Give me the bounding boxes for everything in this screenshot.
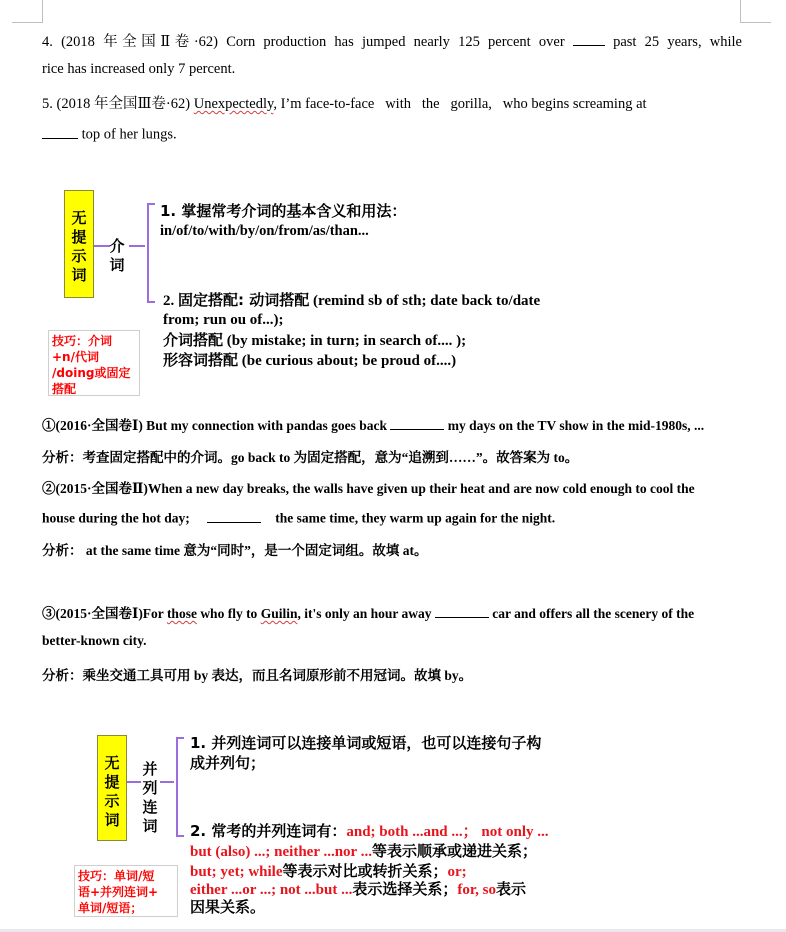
spellcheck-flagged-word: those: [166, 606, 197, 621]
answer-blank: [207, 508, 261, 523]
point-1-line-2: [190, 753, 265, 774]
question-text: ①(2016·全国卷Ⅰ) But my connection with pandas goes back: [42, 418, 387, 433]
question-text: car and offers all the scenery of the: [492, 606, 695, 621]
label-cn: 介词搭配: [163, 331, 224, 349]
node-char: 列: [142, 779, 158, 797]
question-5-line-2: [42, 123, 742, 144]
answer-blank: [435, 604, 489, 619]
question-text: , it's only an hour away: [297, 606, 432, 621]
text: 成并列句；: [190, 754, 266, 772]
root-char: 词: [71, 266, 87, 284]
red-text: or;: [447, 864, 467, 880]
root-box-no-hint-word: [64, 190, 94, 298]
root-char: 示: [71, 247, 87, 265]
question-text: house during the hot day;: [42, 510, 190, 526]
example-2-line-2: [42, 508, 742, 527]
tip-line: /doing或固定: [52, 366, 131, 380]
connector-line: [129, 245, 145, 247]
node-char: 词: [109, 256, 125, 274]
root-box-no-hint-word: [97, 735, 127, 841]
node-char: 连: [142, 798, 158, 816]
branch-bracket: [147, 203, 155, 303]
tip-line: 技巧：单词/短: [78, 869, 155, 883]
root-char: 提: [71, 228, 87, 246]
node-char: 词: [142, 817, 158, 835]
tip-line: 搭配: [52, 382, 77, 396]
page-corner-mark-left: [12, 0, 43, 23]
question-text: 5. (2018 年全国Ⅲ卷·62): [42, 96, 194, 112]
root-char: 示: [104, 792, 120, 810]
point-2-line-3: [163, 330, 466, 351]
answer-blank: [573, 31, 605, 47]
text: 表示选择关系；: [352, 880, 458, 898]
answer-blank: [390, 416, 444, 431]
node-char: 介: [109, 237, 125, 255]
example-2-line-1: ②(2015·全国卷Ⅱ)When a new day breaks, the walls have given up their heat and are now cold enough to cool the: [42, 481, 695, 496]
root-char: 提: [104, 773, 120, 791]
example-3-line-1: [42, 602, 742, 622]
example-1-question: [42, 414, 742, 434]
tip-line: 语+并列连词+: [78, 885, 159, 899]
point-2-line-2: [190, 841, 537, 862]
question-text: , I’m face-to-face with the gorilla, who begins screaming at: [273, 96, 647, 112]
point-2-line-5: [190, 897, 265, 918]
root-char: 无: [71, 209, 87, 227]
answer-blank: [42, 123, 78, 139]
point-1-line-1: [190, 733, 541, 754]
text: 等表示顺承或递进关系；: [371, 842, 537, 860]
heading-text: 1. 掌握常考介词的基本含义和用法：: [160, 202, 407, 220]
question-text: ③(2015·全国卷Ⅰ)For: [42, 606, 167, 621]
example-3-line-2: better-known city.: [42, 633, 147, 648]
red-text: but (also) ...; neither ...nor ...: [190, 844, 372, 860]
red-text: and; both ...and ...； not only ...: [346, 824, 549, 840]
point-2-line-1: [163, 290, 540, 311]
question-text: 4. (2018 年全国Ⅱ卷·62) Corn production has jumped nearly 125 percent over: [42, 34, 565, 50]
question-4-line-1: [42, 30, 742, 51]
root-char: 无: [104, 754, 120, 772]
branch-bracket: [176, 737, 184, 837]
point-2-line-1: [190, 821, 549, 842]
tip-box: [48, 330, 140, 396]
text: 2. 常考的并列连词有：: [190, 822, 347, 840]
question-text: past 25 years, while: [613, 34, 742, 50]
text: 因果关系。: [190, 898, 266, 916]
connector-line: [127, 781, 141, 783]
spellcheck-flagged-word: Unexpectedly: [193, 96, 274, 112]
text: 等表示对比或转折关系；: [282, 862, 448, 880]
question-5-line-1: [42, 92, 742, 113]
label-en: (by mistake; in turn; in search of.... );: [223, 333, 467, 349]
node-coordinating-conjunction: [140, 760, 160, 836]
text: 1. 并列连词可以连接单词或短语，也可以连接句子构: [190, 734, 542, 752]
root-char: 词: [104, 811, 120, 829]
point-2-line-2: from; run ou of...);: [163, 312, 284, 328]
spellcheck-flagged-word: Guilin: [260, 606, 298, 621]
question-text: top of her lungs.: [81, 126, 177, 143]
example-3-analysis: 分析：乘坐交通工具可用 by 表达，而且名词原形前不用冠词。故填 by。: [42, 668, 473, 683]
question-text: the same time, they warm up again for the night.: [275, 510, 556, 526]
connector-line: [160, 781, 174, 783]
point-2-line-4: [163, 350, 456, 371]
node-preposition: [108, 237, 126, 275]
heading-en: (remind sb of sth; date back to/date: [309, 293, 541, 309]
red-text: for, so: [457, 882, 496, 898]
example-2-analysis: 分析： at the same time 意为“同时”，是一个固定词组。故填 at。: [42, 543, 428, 558]
red-text: but; yet; while: [190, 864, 283, 880]
text: 表示: [496, 880, 527, 898]
example-1-analysis: 分析：考查固定搭配中的介词。go back to 为固定搭配，意为“追溯到……”。故答案为 to。: [42, 450, 579, 465]
question-text: who fly to: [196, 606, 261, 621]
question-text: my days on the TV show in the mid-1980s, ...: [447, 418, 705, 433]
label-en: (be curious about; be proud of....): [238, 353, 457, 369]
label-cn: 形容词搭配: [163, 351, 239, 369]
tip-box: [74, 865, 178, 917]
tip-line: +n/代词: [52, 350, 99, 364]
node-char: 并: [142, 760, 158, 778]
point-1-detail: in/of/to/with/by/on/from/as/than...: [160, 223, 369, 239]
question-4-line-2: rice has increased only 7 percent.: [42, 61, 236, 77]
heading-cn: 固定搭配: 动词搭配: [178, 291, 310, 309]
number: 2.: [163, 293, 178, 309]
tip-line: 单词/短语；: [78, 901, 143, 915]
tip-line: 技巧：介词: [52, 334, 113, 348]
page-corner-mark-right: [740, 0, 771, 23]
point-1-heading: [160, 201, 406, 222]
red-text: either ...or ...; not ...but ...: [190, 882, 353, 898]
